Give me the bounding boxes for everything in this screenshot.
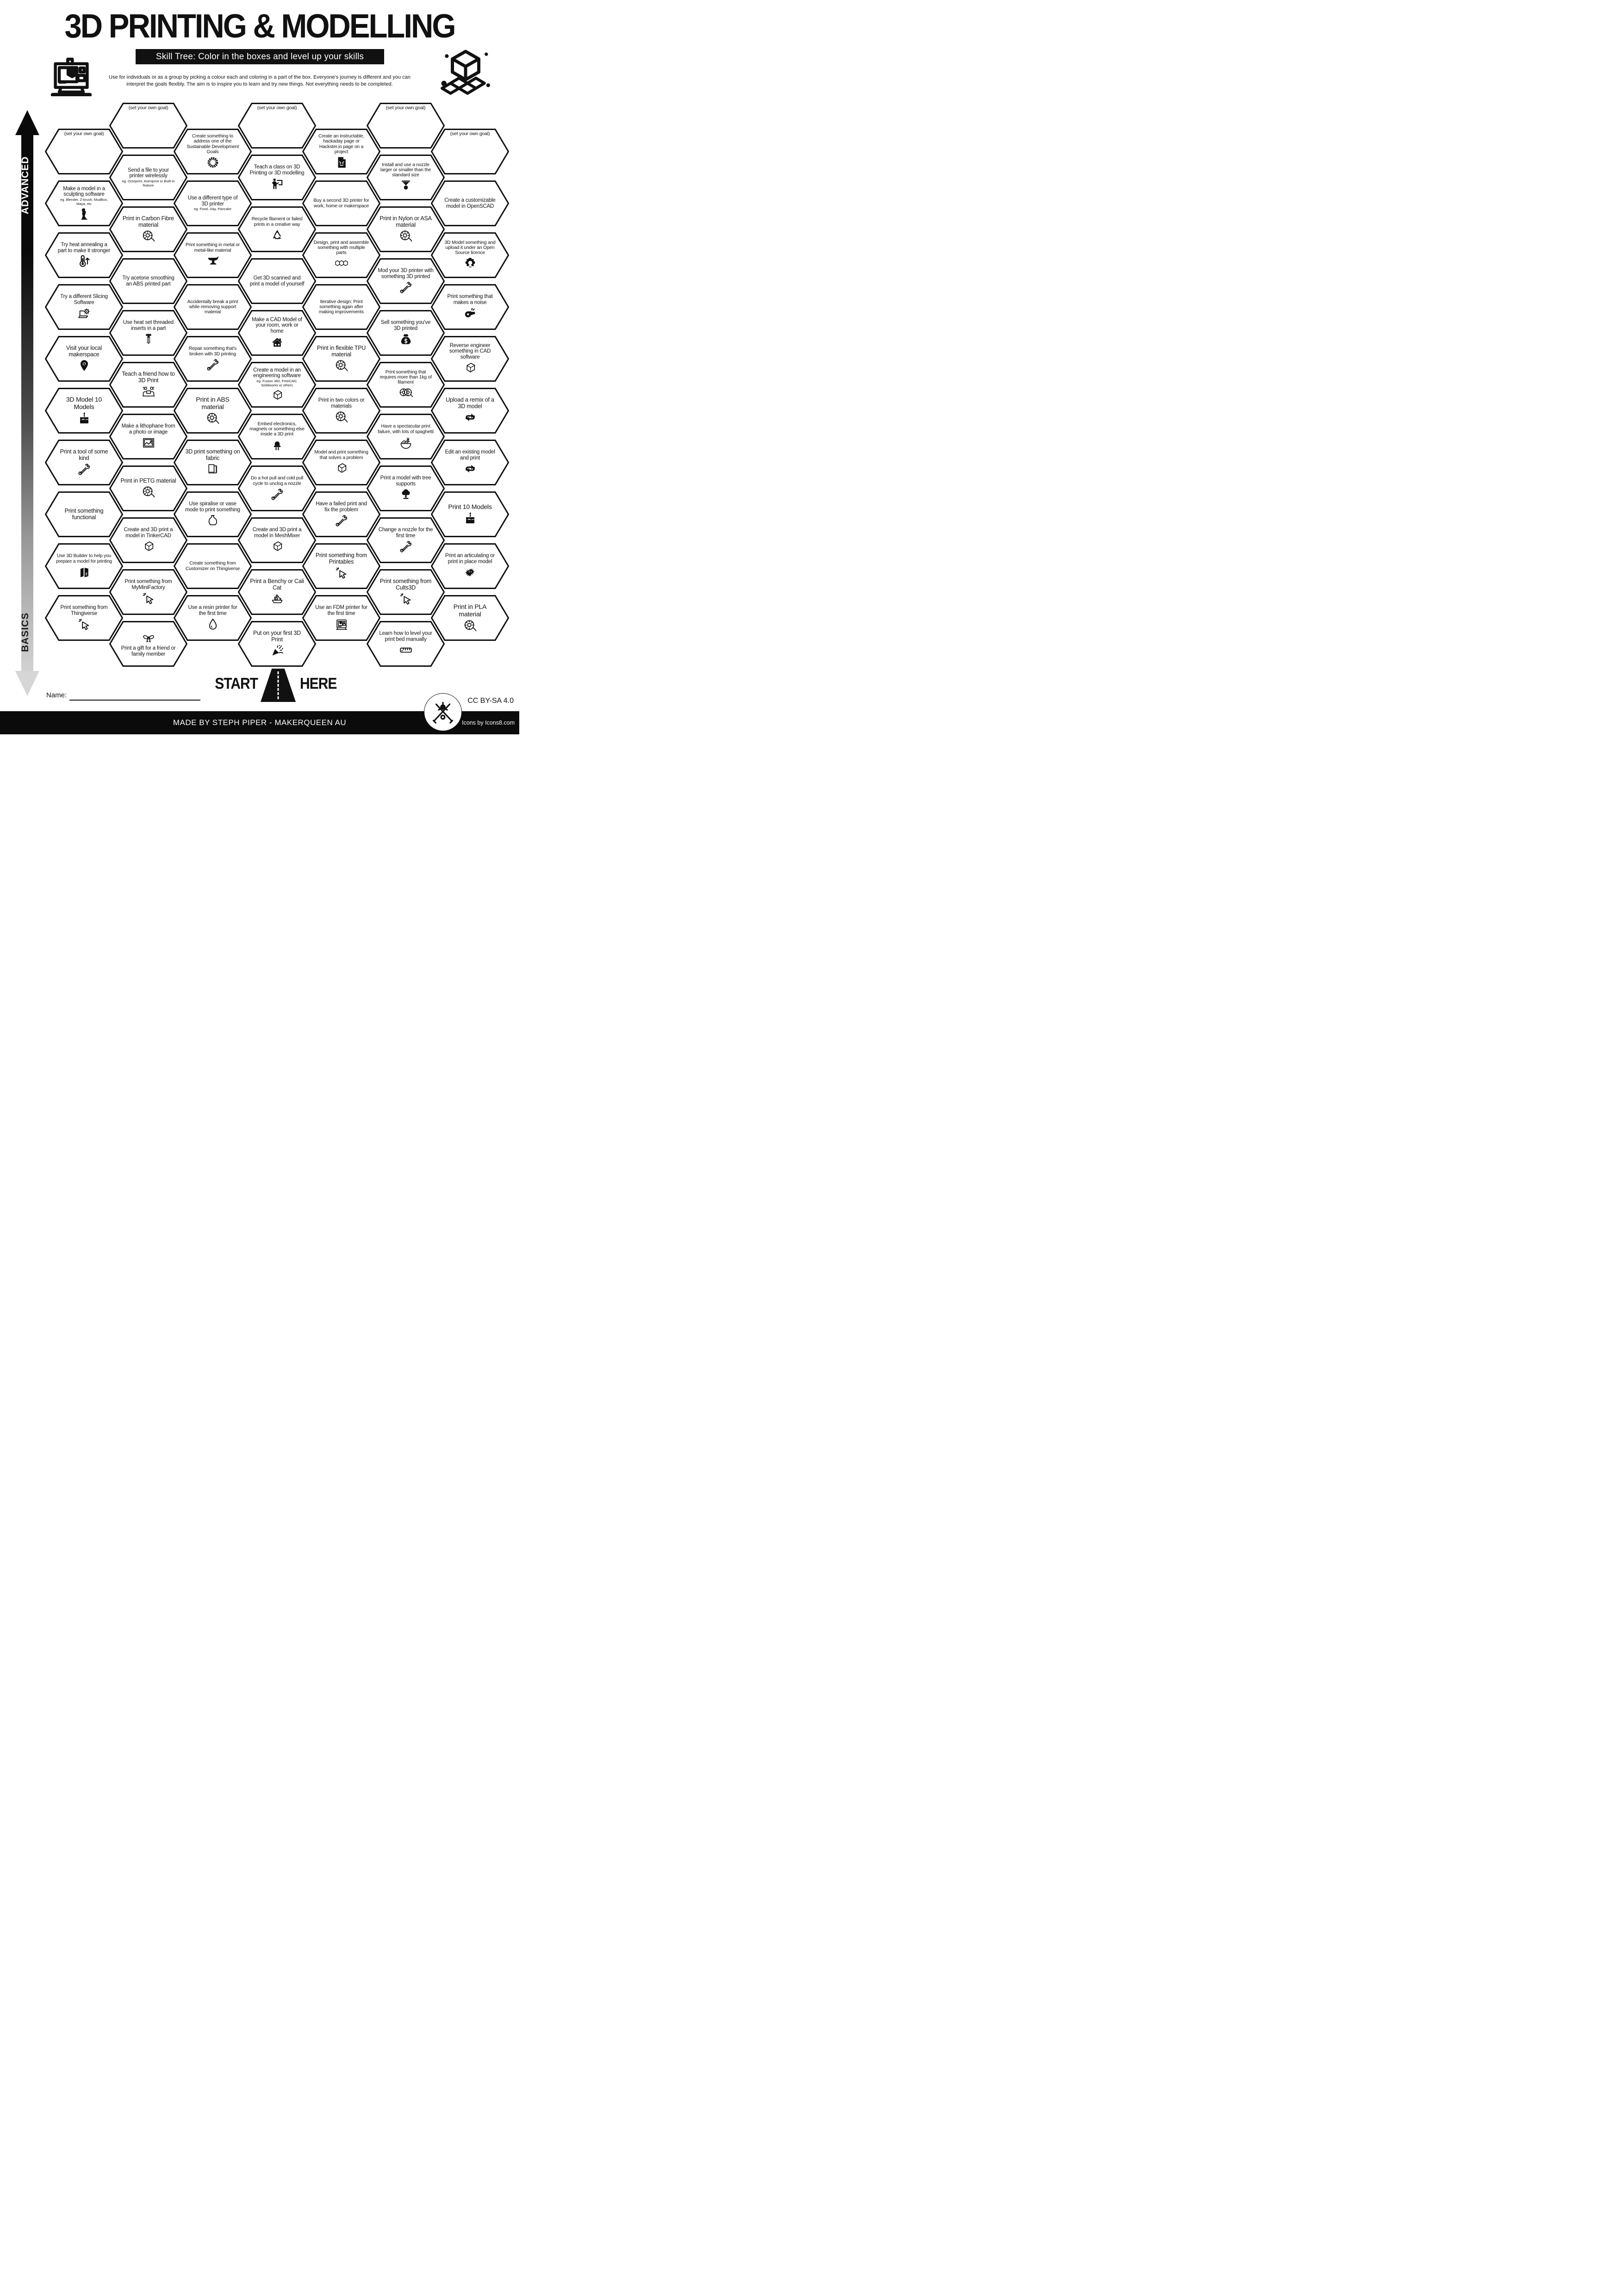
filament-spool-icon (399, 229, 413, 243)
droplet-icon (206, 617, 220, 631)
hex-label: Print in PETG material (120, 477, 176, 484)
hex-label: Install and use a nozzle larger or smaller than the standard size (380, 162, 431, 178)
hex-label: Iterative design: Print something again after making improvements (319, 299, 364, 315)
presenter-icon (270, 177, 284, 191)
hex-label: Print in two colors or materials (318, 397, 365, 409)
name-field[interactable] (69, 700, 200, 701)
here-label: HERE (300, 675, 337, 693)
license-label: CC BY-SA 4.0 (467, 697, 514, 705)
filament-spool-icon (463, 619, 477, 633)
hex-label: (set your own goal) (450, 131, 490, 137)
skill-hex[interactable] (431, 336, 509, 382)
hex-label: Change a nozzle for the first time (378, 527, 433, 539)
hex-label: Create a model in an engineering software (253, 367, 301, 379)
map-pin-icon (77, 359, 91, 372)
description-line1: Use for individuals or as a group by picking a colour each and coloring in a part of the box. Everyone's journey is different and you can (109, 74, 411, 80)
tools-icon (270, 487, 284, 501)
tools-icon (77, 462, 91, 476)
thermometer-up-icon (77, 254, 91, 268)
led-icon (270, 438, 284, 452)
hex-label: 3D Model something and upload it under an Open Source licence (444, 240, 496, 256)
hex-label: Print 10 Models (448, 503, 492, 510)
hex-label: Create something from Customizer on Thingiverse (185, 561, 240, 571)
hex-label: Design, print and assemble something with multiple parts (313, 240, 369, 256)
filament-spool-icon (142, 229, 156, 243)
hex-label: Make a lithophane from a photo or image (121, 423, 175, 435)
cube-outline-icon (270, 388, 284, 402)
hex-label: Reverse engineer something in CAD software (449, 342, 491, 360)
robot-doc-icon (335, 155, 348, 169)
hex-label: Accidentally break a print while removing support material (187, 299, 238, 315)
skill-hex[interactable] (431, 491, 509, 537)
tools-icon (399, 540, 413, 553)
hex-label: Send a file to your printer wirelessly (128, 167, 169, 179)
goal-hex[interactable] (431, 129, 509, 174)
hex-label: Create and 3D print a model in TinkerCAD (124, 527, 173, 539)
hex-label: Repair something that's broken with 3D printing (188, 346, 237, 357)
description-line2: interpret the goals flexibly. The aim is to inspire you to learn and try new things. Not everything needs to be completed. (126, 81, 393, 87)
skill-hex[interactable] (431, 180, 509, 226)
hex-label: Try acetone smoothing an ABS printed part (122, 275, 174, 287)
money-bag-icon (399, 332, 413, 346)
hex-sublabel: eg. Food, clay, Pancake (194, 207, 231, 211)
hex-label: Buy a second 3D printer for work, home or makerspace (313, 198, 369, 209)
tools-icon (335, 514, 348, 527)
hex-label: Get 3D scanned and print a model of yourself (249, 275, 305, 287)
hex-label: Visit your local makerspace (66, 344, 102, 358)
ruler-icon (399, 643, 413, 657)
tools-icon (399, 280, 413, 294)
hex-label: Mod your 3D printer with something 3D printed (378, 267, 434, 279)
hex-label: Print an articulating or print in place model (445, 552, 495, 565)
hex-label: Use a different type of 3D printer (187, 195, 238, 207)
hex-label: Make a model in a sculpting software (63, 186, 105, 198)
icons-credit: Icons by Icons8.com (462, 720, 515, 726)
fabric-icon (206, 462, 220, 476)
cube-outline-icon (270, 540, 284, 553)
benchy-icon (270, 592, 284, 606)
hex-sublabel: eg. Octoprint, Astroprint or Built-in feature (122, 179, 175, 187)
hex-label: (set your own goal) (128, 105, 168, 111)
remix-icon (463, 462, 477, 476)
hex-label: Teach a class on 3D Printing or 3D modelling (249, 164, 305, 176)
hex-label: Print a model with tree supports (380, 475, 431, 487)
sdg-wheel-icon (206, 155, 220, 169)
hex-label: Print in Carbon Fibre material (122, 215, 174, 228)
skill-hex[interactable] (431, 284, 509, 330)
hex-label: Print in ABS material (196, 396, 230, 410)
hex-label: Use an FDM printer for the first time (315, 604, 367, 616)
party-popper-icon (270, 644, 284, 658)
hex-label: Embed electronics, magnets or something else inside a 3D print (249, 421, 305, 437)
hex-label: Create a customizable model in OpenSCAD (444, 197, 496, 209)
hex-label: Print something in metal or metal-like material (185, 242, 240, 253)
nozzle-icon (399, 179, 413, 192)
hex-label: Print something from Printables (315, 552, 367, 565)
hex-sublabel: eg. Fusion 360, FreeCAD, Solidworks or others (256, 379, 298, 387)
hex-label: Print a gift for a friend or family member (121, 645, 176, 657)
cursor-icon (142, 591, 156, 605)
hex-label: (set your own goal) (257, 105, 297, 111)
skill-hex[interactable] (431, 595, 509, 641)
hex-label: Sell something you've 3D printed (380, 319, 431, 331)
hex-label: Use spiralise or vase mode to print something (185, 501, 240, 513)
anvil-icon (206, 254, 220, 268)
laptop-gear-icon (77, 306, 91, 320)
hex-label: Create and 3D print a model in MeshMixer (252, 527, 302, 539)
hex-label: Print something that requires more than 1kg of filament (380, 369, 432, 385)
hex-label: Use a resin printer for the first time (188, 604, 237, 616)
hex-label: Make a CAD Model of your room, work or home (252, 316, 302, 334)
builder-icon (77, 565, 91, 579)
skill-hex[interactable] (431, 440, 509, 485)
hex-label: Put on your first 3D Print (253, 629, 301, 643)
hex-label: Use heat set threaded inserts in a part (123, 319, 174, 331)
maker-badge-icon (424, 693, 462, 731)
cursor-icon (77, 617, 91, 631)
hex-label: Try a different Slicing Software (60, 293, 108, 305)
cursor-icon (399, 592, 413, 606)
filament-spool-icon (335, 410, 348, 424)
hex-label: Print something from MyMiniFactory (124, 578, 172, 590)
hex-label: (set your own goal) (64, 131, 104, 137)
skill-tree-poster (0, 0, 519, 734)
hex-label: Have a failed print and fix the problem (316, 501, 367, 513)
dragon-icon (463, 565, 477, 579)
subtitle-text: Skill Tree: Color in the boxes and level up your skills (156, 51, 364, 62)
hex-label: Print in Nylon or ASA material (380, 215, 432, 228)
hex-label: (set your own goal) (386, 105, 426, 111)
basics-label: BASICS (20, 612, 31, 652)
recycle-icon (270, 228, 284, 242)
hex-label: Print something from Cults3D (380, 577, 432, 591)
threaded-insert-icon (142, 332, 156, 346)
hex-label: Edit an existing model and print (445, 449, 495, 461)
cube-outline-icon (335, 461, 348, 475)
filament-spool-icon (206, 411, 220, 425)
hex-label: Print something functional (64, 507, 104, 521)
remix-icon (463, 410, 477, 424)
cake-icon (77, 411, 91, 425)
hex-label: Recycle filament or failed prints in a creative way (251, 217, 303, 227)
hex-label: 3D print something on fabric (185, 448, 240, 461)
hex-label: Create something to address one of the Sustainable Development Goals (187, 133, 239, 155)
name-label: Name: (46, 691, 67, 699)
open-source-icon (463, 256, 477, 270)
hex-label: Print in PLA material (453, 603, 487, 618)
skill-hex[interactable] (431, 232, 509, 278)
printer-icon (335, 617, 348, 631)
two-spools-icon (399, 386, 413, 400)
hex-label: Print a Benchy or Cali Cat (250, 577, 304, 591)
cube-outline-icon (142, 540, 156, 553)
skill-grid (0, 0, 519, 734)
statue-icon (77, 207, 91, 221)
filament-spool-icon (335, 359, 348, 372)
skill-hex[interactable] (431, 543, 509, 589)
hex-sublabel: eg. Blender, Z-brush, MudBox, Maya, etc (60, 197, 108, 206)
hex-label: Teach a friend how to 3D Print (122, 370, 175, 384)
filament-spool-icon (142, 485, 156, 499)
hex-label: Print in flexible TPU material (317, 344, 366, 358)
hex-label: Do a hot pull and cold pull cycle to unclog a nozzle (250, 476, 304, 486)
skill-hex[interactable] (431, 388, 509, 434)
spaghetti-icon (399, 435, 413, 449)
vase-icon (206, 514, 220, 527)
cake-icon (463, 511, 477, 525)
hex-label: Have a spectacular print failure, with lots of spaghetti (378, 424, 434, 434)
hex-label: Print a tool of some kind (60, 448, 108, 461)
gift-bow-icon (142, 631, 156, 645)
cubes-icon (335, 256, 348, 270)
photo-icon (142, 436, 156, 450)
credit-text: MADE BY STEPH PIPER - MAKERQUEEN AU (173, 718, 347, 727)
hex-label: Create an instructable, hackaday page or Hackster.io page on a project (318, 133, 364, 155)
hex-label: Print something that makes a noise (447, 293, 493, 305)
hex-label: Try heat annealing a part to make it stronger (57, 242, 111, 254)
whistle-icon (463, 306, 477, 320)
hex-label: Learn how to level your print bed manually (379, 630, 432, 642)
page-title: 3D PRINTING & MODELLING (64, 7, 455, 45)
cube-outline-icon (463, 361, 477, 375)
tools-icon (206, 358, 220, 372)
hex-label: Upload a remix of a 3D model (446, 396, 494, 410)
hex-label: Print something from Thingiverse (60, 604, 108, 616)
teach-friend-icon (142, 385, 156, 398)
hex-label: Use 3D Builder to help you prepare a model for printing (56, 553, 112, 564)
house-icon (270, 335, 284, 349)
start-label: START (215, 675, 258, 693)
tree-icon (399, 488, 413, 502)
cursor-icon (335, 566, 348, 580)
hex-label: Model and print something that solves a problem (314, 450, 368, 460)
advanced-label: ADVANCED (20, 156, 31, 214)
hex-label: 3D Model 10 Models (66, 396, 102, 410)
